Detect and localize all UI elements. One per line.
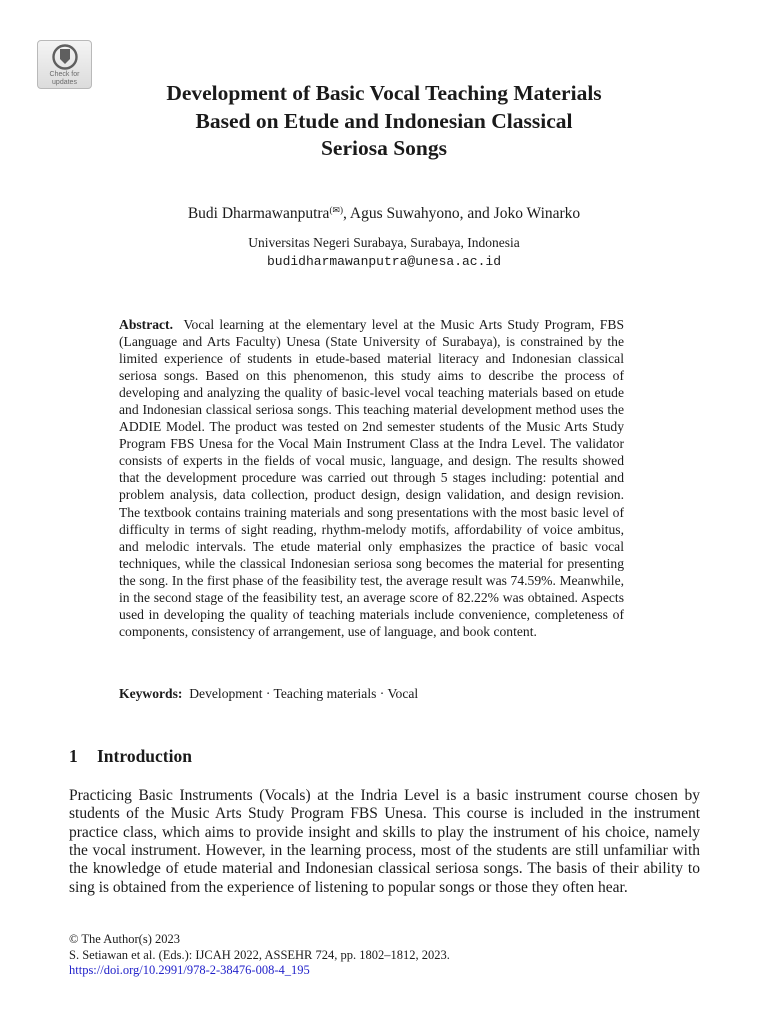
keywords-list: Development · Teaching materials · Vocal — [189, 686, 419, 701]
abstract-label: Abstract. — [119, 317, 173, 332]
abstract-text: Vocal learning at the elementary level at the Music Arts Study Program, FBS (Language and Arts Faculty) Unesa (State University of Surabaya), is constrained by the limited experience of students in etude-based material literacy and Indonesian classical seriosa songs. Based on this phenomenon, this study aims to describe the process of developing and analyzing the quality of basic-level vocal teaching materials based on etude and Indonesian classical seriosa songs. This teaching material development method uses the ADDIE Model. The product was tested on 2nd semester students of the Music Arts Study Program FBS Unesa for the Vocal Main Instrument Class at the Indra Level. The validator consists of experts in the fields of vocal music, language, and design. The results showed that the development procedure was carried out through 5 stages including: potential and problem analysis, data collection, product design, design validation, and design revision. The textbook contains training materials and song presentations with the most basic level of difficulty in terms of sight reading, rhythm-melody motifs, affordability of voice ambitus, and melodic intervals. The etude material only emphasizes the practice of basic vocal techniques, while the classical Indonesian seriosa song becomes the material for presenting the song. In the first phase of the feasibility test, the average result was 74.59%. Meanwhile, in the second stage of the feasibility test, an average score of 82.22% was obtained. Aspects used in developing the quality of teaching materials include convenience, completeness of components, consistency of arrangement, use of language, and book content. — [119, 317, 624, 639]
citation-line: S. Setiawan et al. (Eds.): IJCAH 2022, ASSEHR 724, pp. 1802–1812, 2023. — [69, 947, 450, 962]
co-authors: , Agus Suwahyono, and Joko Winarko — [342, 205, 581, 222]
affiliation-block — [0, 233, 768, 271]
section-heading-introduction — [69, 745, 192, 767]
corresponding-author: Budi Dharmawanputra — [187, 205, 330, 222]
abstract — [119, 316, 624, 640]
doi-link[interactable]: https://doi.org/10.2991/978-2-38476-008-4_195 — [69, 963, 310, 977]
envelope-icon[interactable]: (✉) — [329, 205, 343, 215]
copyright-line: © The Author(s) 2023 — [69, 932, 180, 946]
affiliation: Universitas Negeri Surabaya, Surabaya, Indonesia — [248, 235, 520, 250]
author-email[interactable]: budidharmawanputra@unesa.ac.id — [266, 254, 502, 269]
author-list — [0, 200, 768, 224]
check-for-updates-icon — [52, 44, 78, 70]
check-for-updates-label: Check for updates — [49, 71, 80, 86]
keywords — [119, 685, 624, 702]
keywords-label: Keywords: — [119, 686, 183, 701]
introduction-paragraph: Practicing Basic Instruments (Vocals) at the Indria Level is a basic instrument course chosen by students of the Music Arts Study Program FBS Unesa. This course is included in the instrument practice class, which aims to provide insight and skills to play the instrument of his choice, namely the vocal instrument. However, in the learning process, most of the students are still unfamiliar with the knowledge of etude material and Indonesian classical seriosa songs. The basis of their ability to sing is obtained from the experience of listening to popular songs or those they often hear. — [69, 787, 700, 896]
footer — [69, 932, 450, 979]
section-number: 1 — [69, 746, 78, 766]
section-title: Introduction — [97, 746, 192, 766]
paper-title: Development of Basic Vocal Teaching Materials Based on Etude and Indonesian Classical Seriosa Songs — [166, 81, 602, 160]
